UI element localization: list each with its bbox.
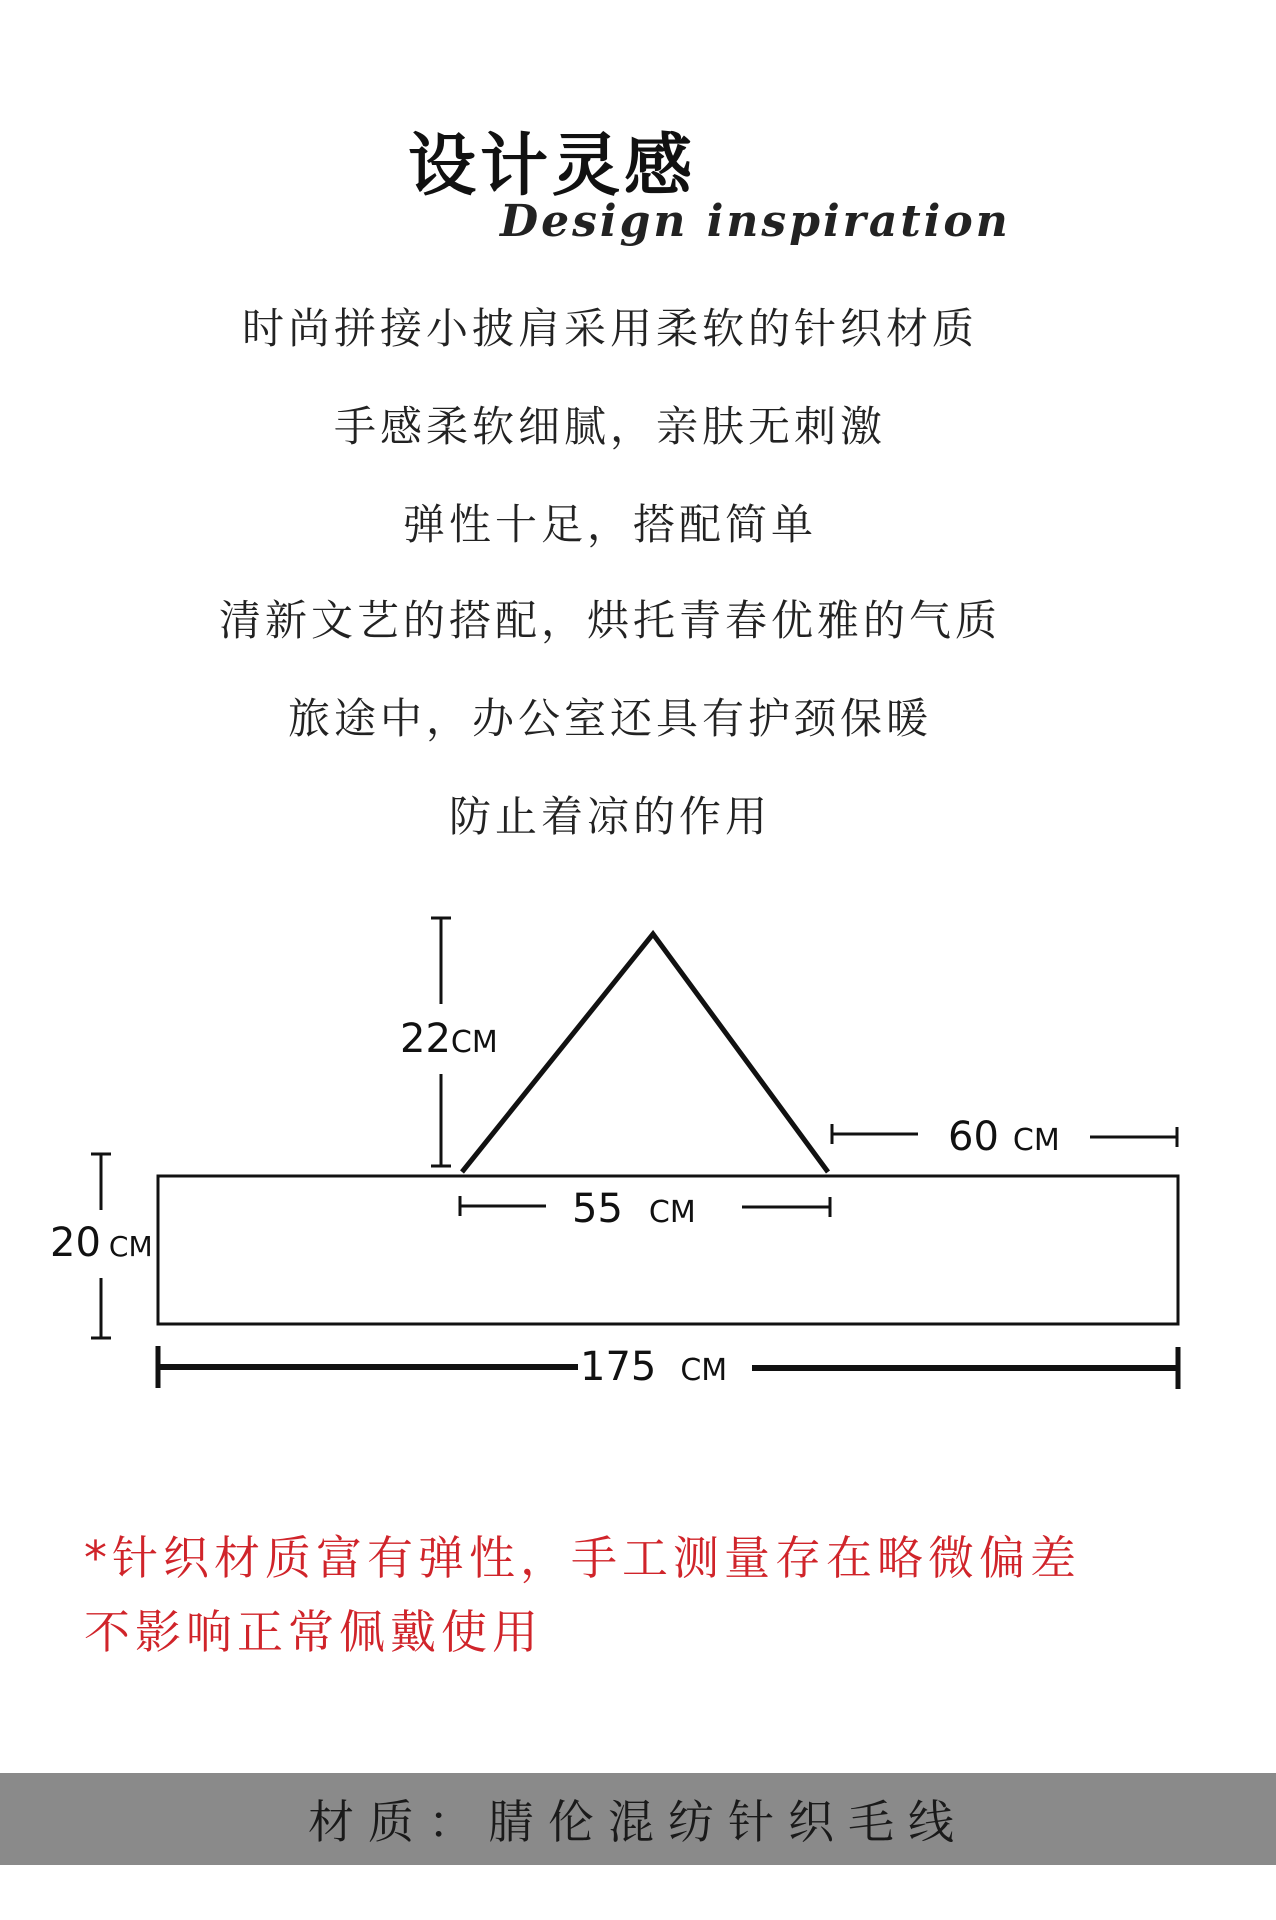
side-length-dimension [832,1114,1177,1160]
description-line-1: 时尚拼接小披肩采用柔软的针织材质 [241,304,978,353]
material-bar [0,1773,1276,1865]
scarf-size-diagram [0,900,1276,1420]
description-line-4: 清新文艺的搭配，烘托青春优雅的气质 [218,596,1001,645]
triangle-height-dimension [400,918,498,1166]
description-line-2: 手感柔软细腻，亲肤无刺激 [333,402,886,451]
title-en: Design inspiration [500,196,1011,247]
triangle-outline [462,934,828,1172]
note-line-2: 不影响正常佩戴使用 [84,1605,543,1659]
description-line-5: 旅途中，办公室还具有护颈保暖 [287,694,932,743]
material-label: 材质：腈伦混纺针织毛线 [308,1795,968,1849]
band-height-label: 20 CM [50,1220,153,1266]
note-line-1: *针织材质富有弹性，手工测量存在略微偏差 [84,1531,1081,1585]
total-length-label: 175 CM [580,1344,728,1390]
total-length-dimension [158,1344,1178,1390]
description-line-3: 弹性十足，搭配简单 [402,500,817,549]
title-cn: 设计灵感 [408,126,697,206]
side-length-label: 60 CM [948,1114,1060,1160]
triangle-height-label: 22CM [400,1016,498,1062]
band-height-dimension [50,1154,153,1338]
triangle-base-label: 55 CM [572,1186,696,1232]
description-line-6: 防止着凉的作用 [448,792,771,841]
